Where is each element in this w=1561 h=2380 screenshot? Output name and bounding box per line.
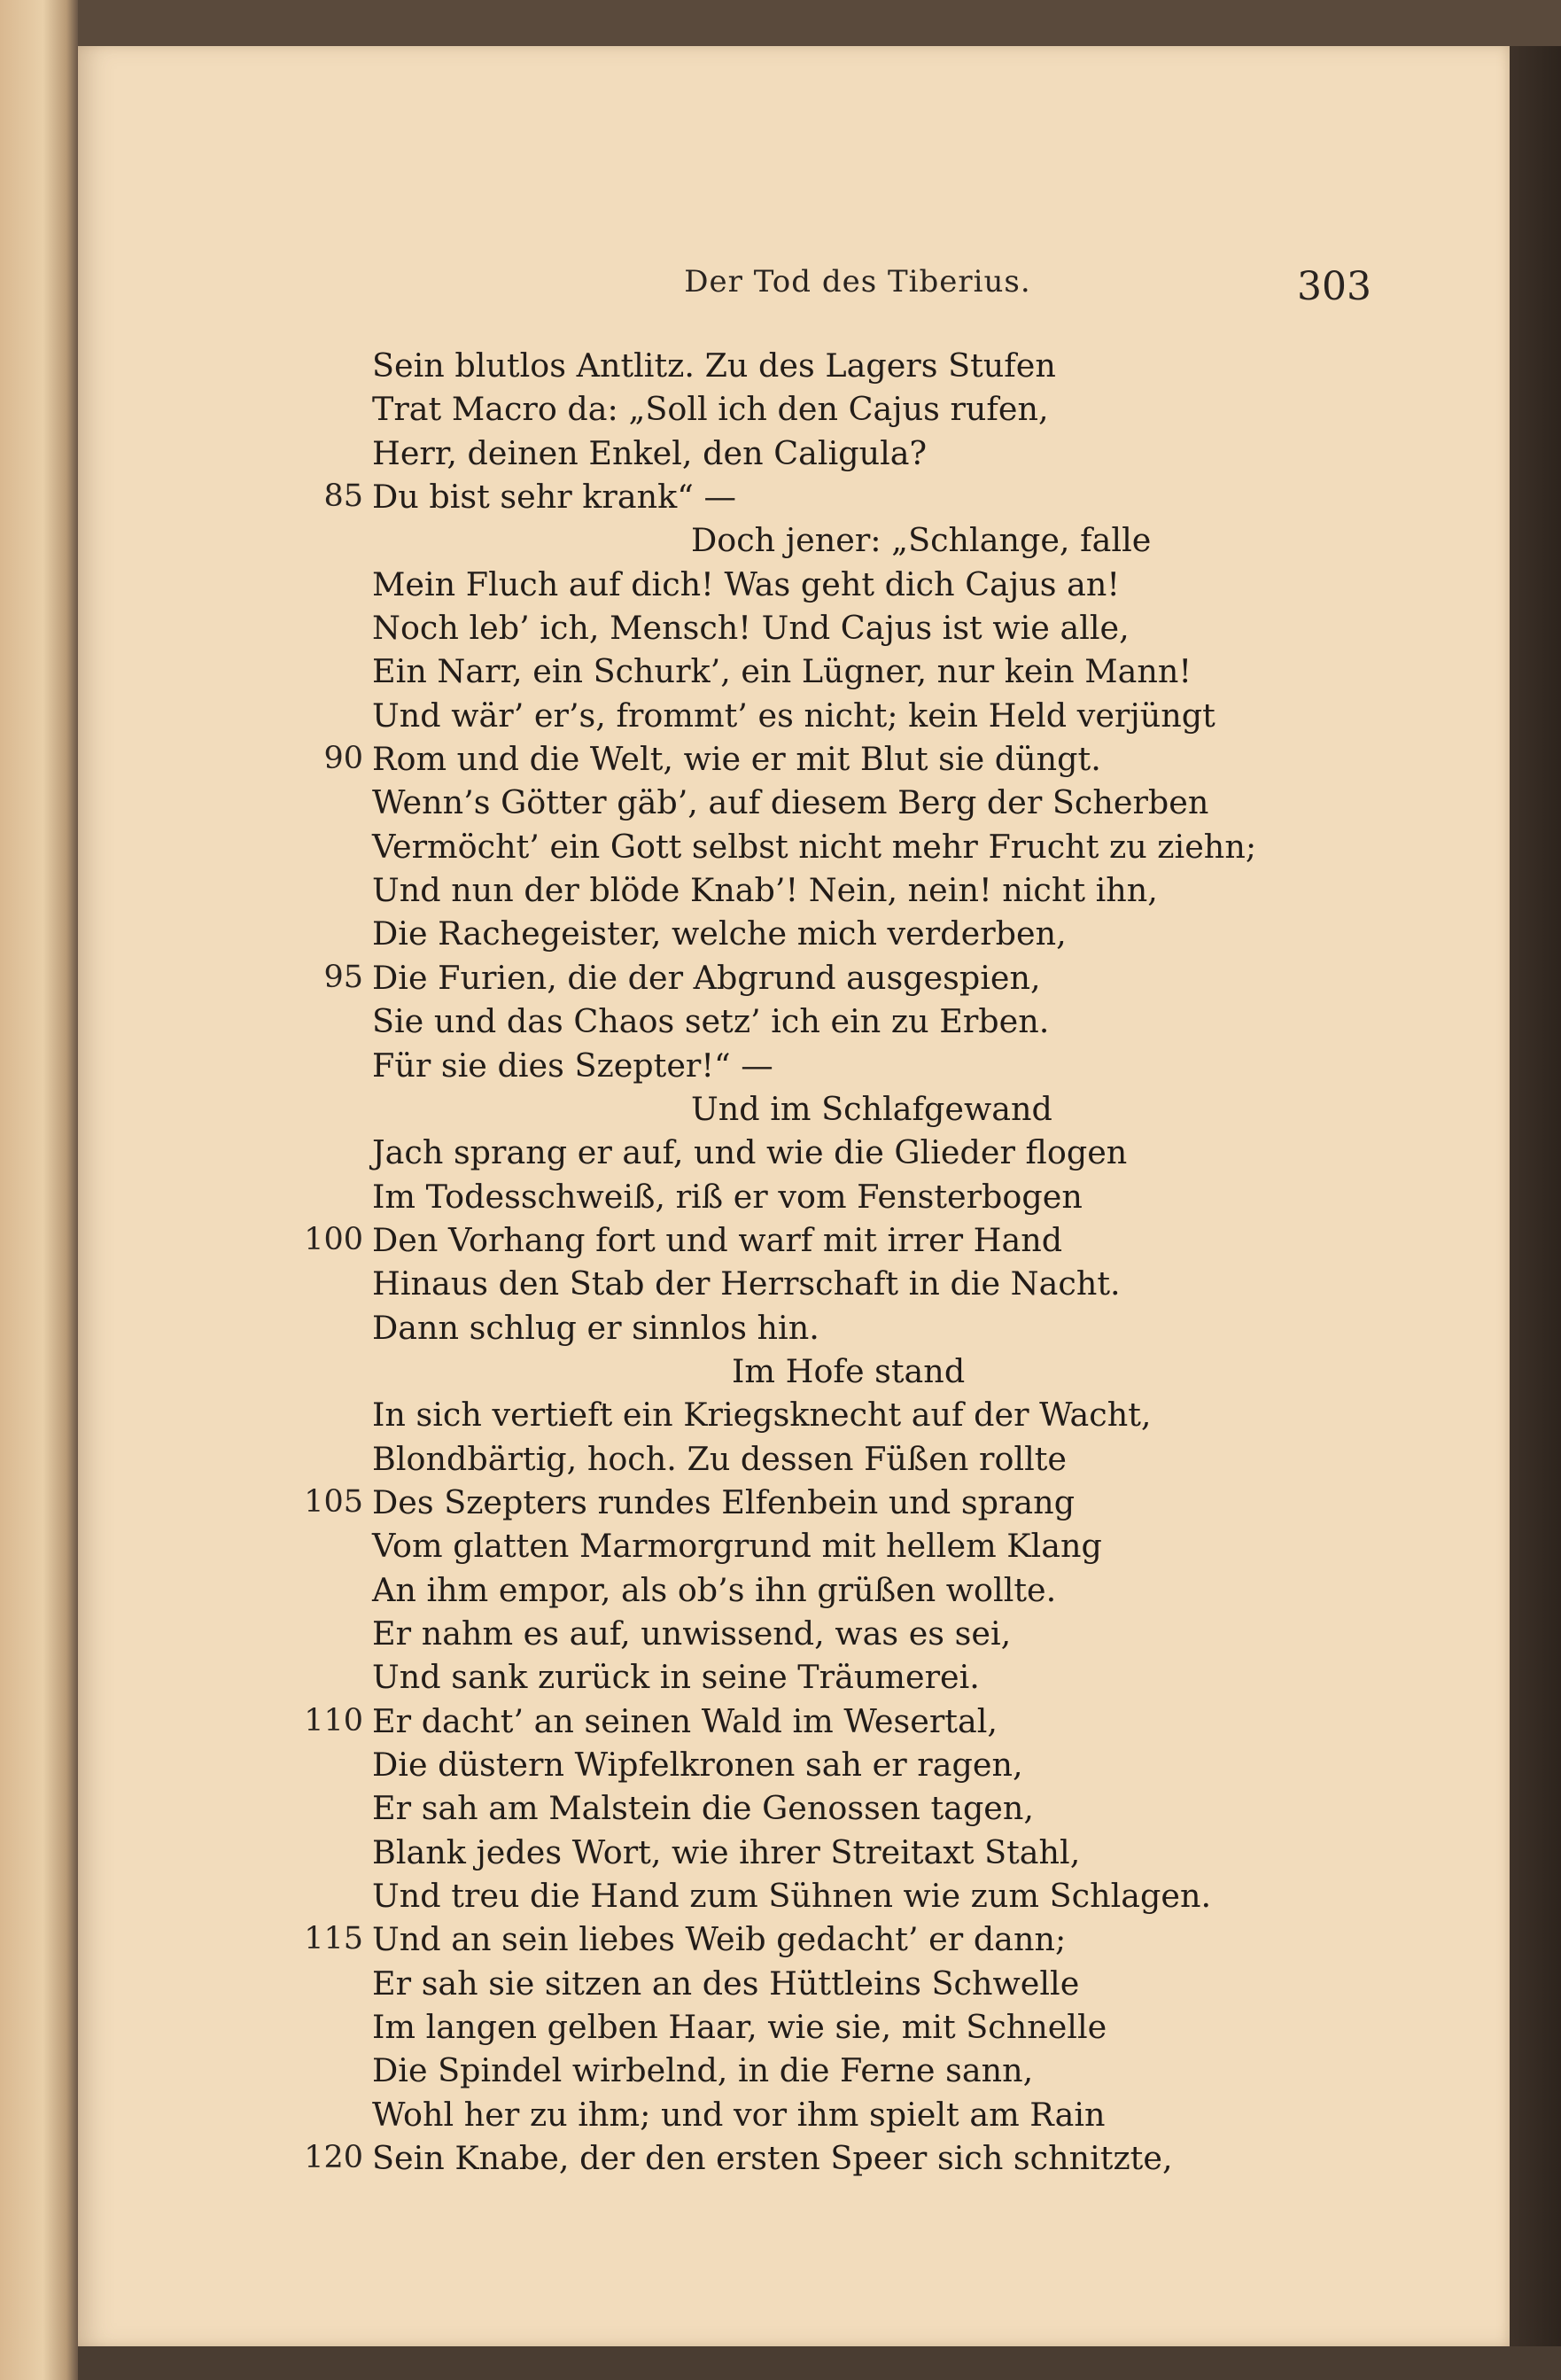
verse-text: Ein Narr, ein Schurk’, ein Lügner, nur kein Mann! [372, 652, 1192, 691]
line-number: 100 [304, 1221, 363, 1257]
verse-text: Im langen gelben Haar, wie sie, mit Schnelle [372, 2008, 1107, 2047]
line-number: 105 [304, 1483, 363, 1520]
poem-line [78, 1437, 1510, 1481]
verse-text: Er nahm es auf, unwissend, was es sei, [372, 1614, 1012, 1653]
poem-line [78, 1831, 1510, 1874]
verse-text: Sie und das Chaos setz’ ich ein zu Erben. [372, 1002, 1050, 1041]
poem-line [78, 2093, 1510, 2136]
verse-text: Die Rachegeister, welche mich verderben, [372, 914, 1067, 953]
verse-text: Jach sprang er auf, und wie die Glieder flogen [372, 1133, 1128, 1172]
poem-line [78, 432, 1510, 475]
verse-text: Sein Knabe, der den ersten Speer sich schnitzte, [372, 2139, 1173, 2178]
poem-line [78, 1786, 1510, 1830]
verse-text: Im Hofe stand [732, 1351, 966, 1390]
poem-line [78, 1481, 1510, 1524]
verse-text: In sich vertieft ein Kriegsknecht auf der Wacht, [372, 1396, 1152, 1435]
verse-text: Blank jedes Wort, wie ihrer Streitaxt Stahl, [372, 1832, 1081, 1871]
line-number: 115 [304, 1921, 363, 1957]
left-page-edge [0, 0, 78, 2380]
line-number: 110 [304, 1702, 363, 1738]
verse-text: Hinaus den Stab der Herrschaft in die Nacht. [372, 1264, 1121, 1303]
verse-text: Vermöcht’ ein Gott selbst nicht mehr Frucht zu ziehn; [372, 827, 1257, 866]
poem-line [78, 1874, 1510, 1917]
verse-text: Und sank zurück in seine Träumerei. [372, 1658, 980, 1697]
poem-line [78, 1524, 1510, 1567]
verse-text: Mein Fluch auf dich! Was geht dich Cajus an! [372, 564, 1121, 603]
poem-line [78, 2049, 1510, 2092]
poem-line [78, 825, 1510, 868]
poem-line [78, 649, 1510, 693]
verse-text: Du bist sehr krank“ — [372, 478, 737, 517]
verse-text: Rom und die Welt, wie er mit Blut sie düngt. [372, 740, 1101, 779]
verse-text: Dann schlug er sinnlos hin. [372, 1308, 819, 1347]
book-page [78, 46, 1510, 2346]
verse-text: Wohl her zu ihm; und vor ihm spielt am Rain [372, 2095, 1106, 2134]
scan-background [78, 2346, 1561, 2380]
poem-line [78, 2136, 1510, 2180]
poem-line [78, 475, 1510, 518]
poem-line [78, 606, 1510, 649]
poem-line [78, 563, 1510, 606]
poem-text [78, 344, 1510, 2180]
verse-text: Noch leb’ ich, Mensch! Und Cajus ist wie alle, [372, 609, 1130, 648]
verse-text: Herr, deinen Enkel, den Caligula? [372, 433, 928, 472]
poem-line [78, 1087, 1510, 1131]
verse-text: Trat Macro da: „Soll ich den Cajus rufen, [372, 390, 1049, 429]
poem-line [78, 1655, 1510, 1699]
verse-text: Er sah am Malstein die Genossen tagen, [372, 1789, 1035, 1828]
poem-line [78, 1612, 1510, 1655]
poem-line [78, 1262, 1510, 1305]
verse-text: Und im Schlafgewand [691, 1089, 1052, 1128]
verse-text: Für sie dies Szepter!“ — [372, 1046, 773, 1085]
verse-text: Die düstern Wipfelkronen sah er ragen, [372, 1746, 1023, 1784]
line-number: 85 [323, 478, 363, 515]
verse-text: Sein blutlos Antlitz. Zu des Lagers Stufen [372, 346, 1056, 385]
poem-line [78, 912, 1510, 955]
running-head: Der Tod des Tiberius. [684, 264, 1031, 299]
verse-text: Vom glatten Marmorgrund mit hellem Klang [372, 1527, 1102, 1566]
verse-text: Wenn’s Götter gäb’, auf diesem Berg der Scherben [372, 783, 1209, 822]
poem-line [78, 694, 1510, 737]
verse-text: Blondbärtig, hoch. Zu dessen Füßen rollte [372, 1439, 1068, 1478]
poem-line [78, 1349, 1510, 1393]
line-number: 90 [323, 741, 363, 777]
poem-line [78, 1044, 1510, 1087]
poem-line [78, 1743, 1510, 1786]
poem-line [78, 1962, 1510, 2005]
poem-line [78, 1699, 1510, 1743]
line-number: 95 [323, 959, 363, 995]
poem-line [78, 518, 1510, 562]
poem-line [78, 956, 1510, 999]
poem-line [78, 1917, 1510, 1961]
verse-text: Die Spindel wirbelnd, in die Ferne sann, [372, 2051, 1034, 2090]
poem-line [78, 868, 1510, 912]
poem-line [78, 387, 1510, 431]
verse-text: Doch jener: „Schlange, falle [691, 521, 1152, 560]
verse-text: Und treu die Hand zum Sühnen wie zum Schlagen. [372, 1877, 1212, 1916]
poem-line [78, 1218, 1510, 1262]
verse-text: Im Todesschweiß, riß er vom Fensterbogen [372, 1177, 1083, 1216]
poem-line [78, 344, 1510, 387]
verse-text: An ihm empor, als ob’s ihn grüßen wollte. [372, 1570, 1057, 1609]
poem-line [78, 1175, 1510, 1218]
verse-text: Des Szepters rundes Elfenbein und sprang [372, 1482, 1076, 1521]
verse-text: Und an sein liebes Weib gedacht’ er dann; [372, 1920, 1067, 1959]
line-number: 120 [304, 2140, 363, 2176]
poem-line [78, 1306, 1510, 1349]
poem-line [78, 737, 1510, 781]
poem-line [78, 781, 1510, 824]
book-cover-edge [1510, 46, 1561, 2346]
poem-line [78, 1393, 1510, 1436]
verse-text: Er sah sie sitzen an des Hüttleins Schwelle [372, 1964, 1080, 2003]
verse-text: Und wär’ er’s, frommt’ es nicht; kein Held verjüngt [372, 696, 1215, 735]
poem-line [78, 1131, 1510, 1174]
verse-text: Den Vorhang fort und warf mit irrer Hand [372, 1220, 1063, 1259]
poem-line [78, 2005, 1510, 2049]
verse-text: Und nun der blöde Knab’! Nein, nein! nicht ihn, [372, 871, 1158, 910]
page-number: 303 [1297, 264, 1371, 309]
verse-text: Er dacht’ an seinen Wald im Wesertal, [372, 1701, 998, 1740]
poem-line [78, 999, 1510, 1043]
verse-text: Die Furien, die der Abgrund ausgespien, [372, 958, 1041, 997]
poem-line [78, 1568, 1510, 1612]
